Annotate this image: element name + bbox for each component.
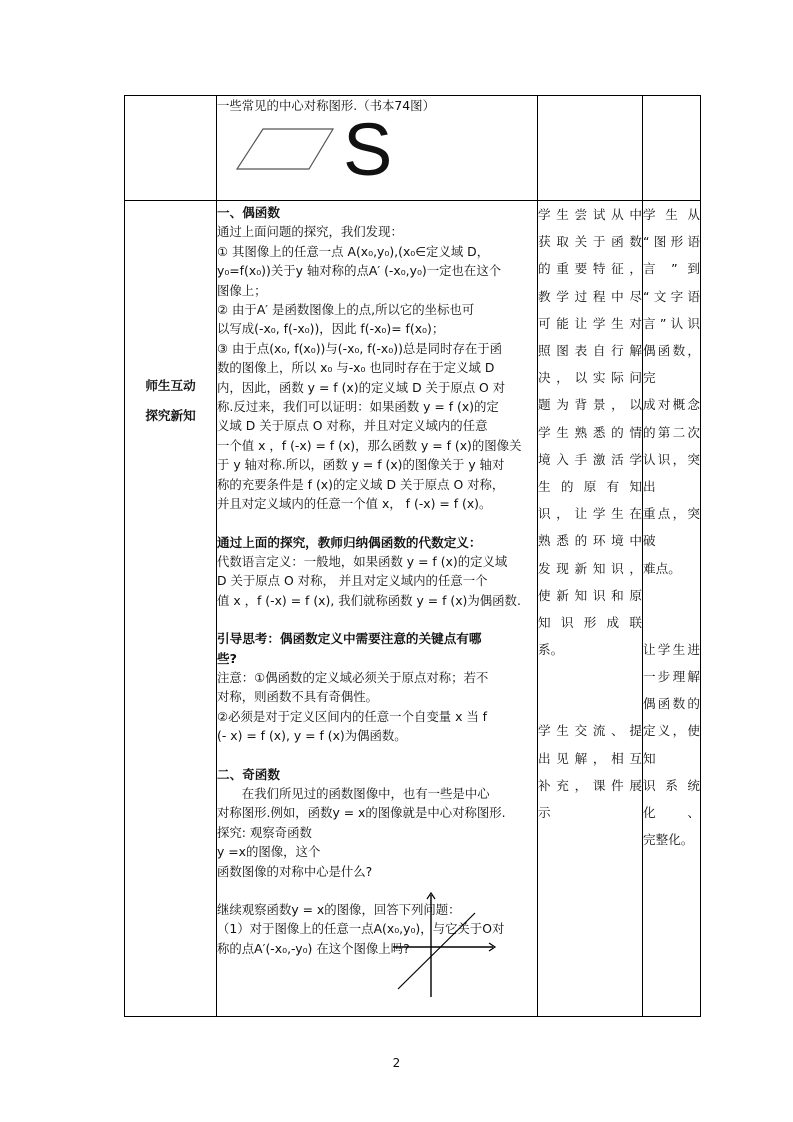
student-line: 生的原有知 (538, 479, 642, 495)
student-line: 照图表自行解 (538, 343, 642, 359)
content-line: ②必须是对于定义区间内的任意一个自变量 x 当 f (217, 708, 488, 724)
content-line: 通过上面问题的探究，我们发现： (217, 224, 403, 240)
content-line: 图像上； (217, 282, 267, 298)
content-line: 继续观察函数y = x的图像，回答下列问题： (217, 902, 461, 917)
student-line: 知识形成联 (538, 615, 642, 631)
student-cell-empty (538, 96, 643, 201)
content-line: 称.反过来，我们可以证明：如果函数 y = f (x)的定 (217, 399, 499, 415)
content-line: 注意：①偶函数的定义域必须关于原点对称；若不 (217, 669, 489, 685)
content-line: ② 由于A′ 是函数图像上的点,所以它的坐标也可 (217, 302, 475, 318)
spacer (217, 746, 537, 765)
student-activity-cell (538, 201, 643, 1017)
intent-line: 重点，突破 (643, 506, 700, 549)
content-line: ① 其图像上的任意一点 A(x₀,y₀),(x₀∈定义域 D， (217, 243, 490, 259)
y-equals-x-graph (393, 885, 503, 1005)
spacer (217, 610, 537, 629)
symmetric-figures-illustration (217, 108, 537, 199)
content-line: 代数语言定义：一般地，如果函数 y = f (x)的定义域 (217, 553, 508, 569)
content-line: 内，因此，函数 y = f (x)的定义域 D 关于原点 O 对 (217, 379, 506, 395)
intent-line: 认识，突出 (643, 451, 700, 495)
guided-question-line-2: 些? (217, 650, 237, 666)
intent-line: “文字语 (643, 288, 700, 304)
student-line: 发现新知识， (538, 560, 642, 576)
student-line: 熟悉的环境中 (538, 533, 642, 549)
student-line: 学生熟悉的情 (538, 424, 642, 440)
lesson-plan-table (124, 95, 701, 1017)
content-line: 探究: 观察奇函数 (217, 824, 312, 840)
student-line: 出见解，相互 (538, 750, 642, 766)
stage-title-line-2: 探究新知 (145, 408, 196, 423)
content-line: 数的图像上，所以 x₀ 与-x₀ 也同时存在于定义域 D (217, 360, 495, 376)
intent-line: 成对概念 (643, 397, 700, 413)
content-line: 一个值 x ，f (-x) = f (x)，那么函数 y = f (x)的图像关 (217, 437, 522, 453)
content-line: 对称，则函数不具有奇偶性。 (217, 689, 379, 705)
intent-line: 言”认识 (643, 315, 700, 331)
content-line: 值 x ，f (-x) = f (x), 我们就称函数 y = f (x)为偶函数. (217, 592, 521, 608)
content-line: D 关于原点 O 对称， 并且对定义域内的任意一个 (217, 573, 488, 589)
intent-line: 定义，使知 (643, 723, 700, 766)
content-line: 在我们所见过的函数图像中，也有一些是中心 (241, 785, 490, 801)
content-line: 称的点A′(-x₀,-y₀) 在这个图像上吗? (217, 940, 410, 956)
intent-line: 偶函数的 (643, 696, 700, 712)
content-cell-symmetric-figures (217, 96, 538, 201)
student-line: 系。 (538, 642, 564, 658)
intent-line: “图形语 (643, 234, 700, 250)
student-line: 学生尝试从中 (538, 207, 642, 222)
content-line: 义域 D 关于原点 O 对称，并且对定义域内的任意 (217, 418, 488, 434)
table-row (125, 201, 701, 1017)
student-line: 获取关于函数 (538, 234, 642, 250)
line-y-equals-x (398, 913, 475, 989)
intent-line: 言 ” 到 (643, 261, 700, 277)
page-number: 2 (392, 1056, 401, 1070)
content-line: （1）对于图像上的任意一点A(x₀,y₀)，与它关于O对 (217, 921, 505, 937)
content-cell-main (217, 201, 538, 1017)
student-line: 的重要特征， (538, 261, 642, 277)
stage-cell (125, 201, 217, 1017)
content-line: 并且对定义域内的任意一个值 x， f (-x) = f (x)。 (217, 496, 492, 512)
content-line: y =x的图像，这个 (217, 844, 321, 860)
student-line: 决，以实际问 (538, 370, 642, 386)
intent-line: 识系统化、 (643, 777, 700, 821)
intent-line: 的第二次 (643, 424, 700, 440)
content-line: (- x) = f (x), y = f (x)为偶函数。 (217, 728, 407, 744)
student-line: 补充，课件展 (538, 777, 642, 793)
intent-line: 让学生进 (643, 641, 700, 657)
student-line: 可能让学生对 (538, 315, 642, 331)
section-heading-definition: 通过上面的探究，教师归纳偶函数的代数定义： (217, 534, 482, 550)
content-line: ③ 由于点(x₀, f(x₀))与(-x₀, f(-x₀))总是同时存在于函 (217, 340, 503, 356)
student-line: 教学过程中尽 (538, 288, 642, 304)
section-heading-odd-function: 二、奇函数 (217, 766, 280, 782)
content-line: 以写成(-x₀, f(-x₀))，因此 f(-x₀)= f(x₀)； (217, 321, 445, 337)
stage-title-line-1: 师生互动 (145, 378, 196, 393)
intent-line: 学 生 从 (643, 207, 700, 222)
guided-question-line-1: 引导思考：偶函数定义中需要注意的关键点有哪 (217, 631, 482, 647)
student-line: 题为背景，以 (538, 397, 642, 413)
content-line: y₀=f(x₀))关于y 轴对称的点A′ (-x₀,y₀)一定也在这个 (217, 263, 502, 279)
section-heading-even-function: 一、偶函数 (217, 205, 280, 220)
design-intent-cell (643, 201, 701, 1017)
intent-line: 偶函数，完 (643, 343, 700, 386)
student-line: 示 (538, 805, 551, 821)
spacer (217, 514, 537, 533)
letter-s-figure: S (343, 108, 393, 192)
student-line: 学生交流、提 (538, 723, 642, 739)
content-line: 称的充要条件是 f (x)的定义域 D 关于原点 O 对称， (217, 476, 505, 492)
intent-line: 难点。 (643, 560, 681, 576)
student-line: 境入手激活学 (538, 451, 642, 467)
stage-cell-empty (125, 96, 217, 201)
student-line: 识，让学生在 (538, 506, 642, 522)
intent-line: 一步理解 (643, 669, 700, 685)
symmetric-figures-caption: 一些常见的中心对称图形.（书本74图） (217, 98, 435, 113)
content-line: 函数图像的对称中心是什么? (217, 863, 373, 879)
student-line: 使新知识和原 (538, 587, 642, 603)
intent-line: 完整化。 (643, 832, 694, 848)
content-line: 对称图形.例如，函数y = x的图像就是中心对称图形. (217, 805, 506, 821)
table-row (125, 96, 701, 201)
content-line: 于 y 轴对称.所以，函数 y = f (x)的图像关于 y 轴对 (217, 457, 505, 473)
intent-cell-empty (643, 96, 701, 201)
